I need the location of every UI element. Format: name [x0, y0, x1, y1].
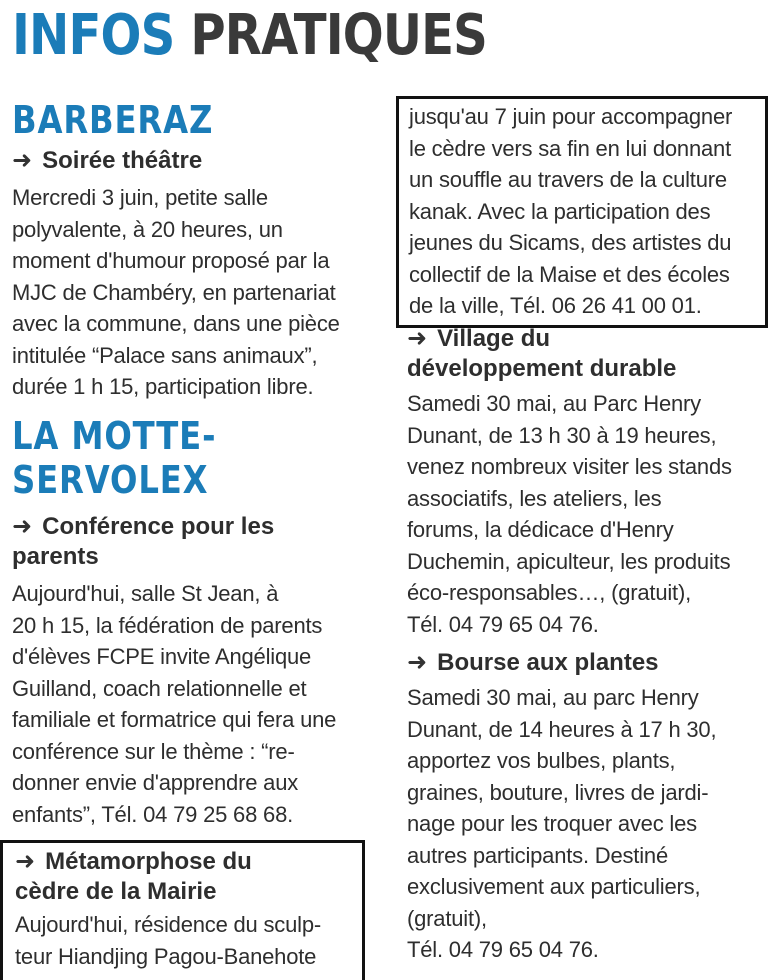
town-heading-la-motte-servolex: LA MOTTE- SERVOLEX [12, 414, 217, 502]
arrow-right-icon: ➜ [407, 325, 428, 352]
arrow-right-icon: ➜ [407, 649, 428, 676]
theatre-text: Mercredi 3 juin, petite salle polyvalente, à 20 heures, un moment d'humour proposé par la MJC de Chambéry, en partenariat avec la commune, dans une pièce intitulée “Palace sans animaux”, durée 1 h 15, participation libre. [12, 185, 340, 399]
page-title-word-pratiques: PRATIQUES [190, 3, 487, 68]
village-text: Samedi 30 mai, au Parc Henry Dunant, de 13 h 30 à 19 heures, venez nombreux visiter les stands associatifs, les ateliers, les forums, la dédicace d'Henry Duchemin, apiculteur, les produits éco-responsables…, (gratuit), Tél. 04 79 65 04 76. [407, 391, 732, 637]
metamorphose-box [0, 840, 365, 980]
section-heading-metamorphose: ➜ Métamorphose du cèdre de la Mairie [15, 848, 252, 905]
section-heading-village: ➜ Village du développement durable [407, 325, 677, 382]
metamorphose-continuation-box [396, 96, 768, 328]
metamorphose-continued-text: jusqu'au 7 juin pour accompagner le cèdre vers sa fin en lui donnant un souffle au travers de la culture kanak. Avec la participation des jeunes du Sicams, des artistes du collectif de la Maise et des écoles de la ville, Tél. 06 26 41 00 01. [409, 104, 733, 318]
town-heading-barberaz: BARBERAZ [12, 98, 214, 142]
arrow-right-icon: ➜ [12, 513, 33, 540]
conference-text: Aujourd'hui, salle St Jean, à 20 h 15, la fédération de parents d'élèves FCPE invite Angélique Guilland, coach relationnelle et familiale et formatrice qui fera une conférence sur le thème : “re- donner envie d'apprendre aux enfants”, Tél. 04 79 25 68 68. [12, 581, 337, 827]
page-title [12, 0, 487, 72]
bourse-text: Samedi 30 mai, au parc Henry Dunant, de 14 heures à 17 h 30, apportez vos bulbes, plants, graines, bouture, livres de jardi- nage pour les troquer avec les autres participants. Destiné exclusivement aux particuliers, (gratuit), Tél. 04 79 65 04 76. [407, 685, 717, 962]
page-title-word-infos: INFOS [12, 3, 175, 68]
section-heading-soiree-theatre: ➜ Soirée théâtre [12, 147, 203, 174]
section-heading-conference: ➜ Conférence pour les parents [12, 513, 275, 570]
arrow-right-icon: ➜ [12, 147, 33, 174]
arrow-right-icon: ➜ [15, 848, 36, 875]
metamorphose-text: Aujourd'hui, résidence du sculp- teur Hiandjing Pagou-Banehote [15, 912, 321, 969]
section-heading-bourse: ➜ Bourse aux plantes [407, 649, 659, 676]
